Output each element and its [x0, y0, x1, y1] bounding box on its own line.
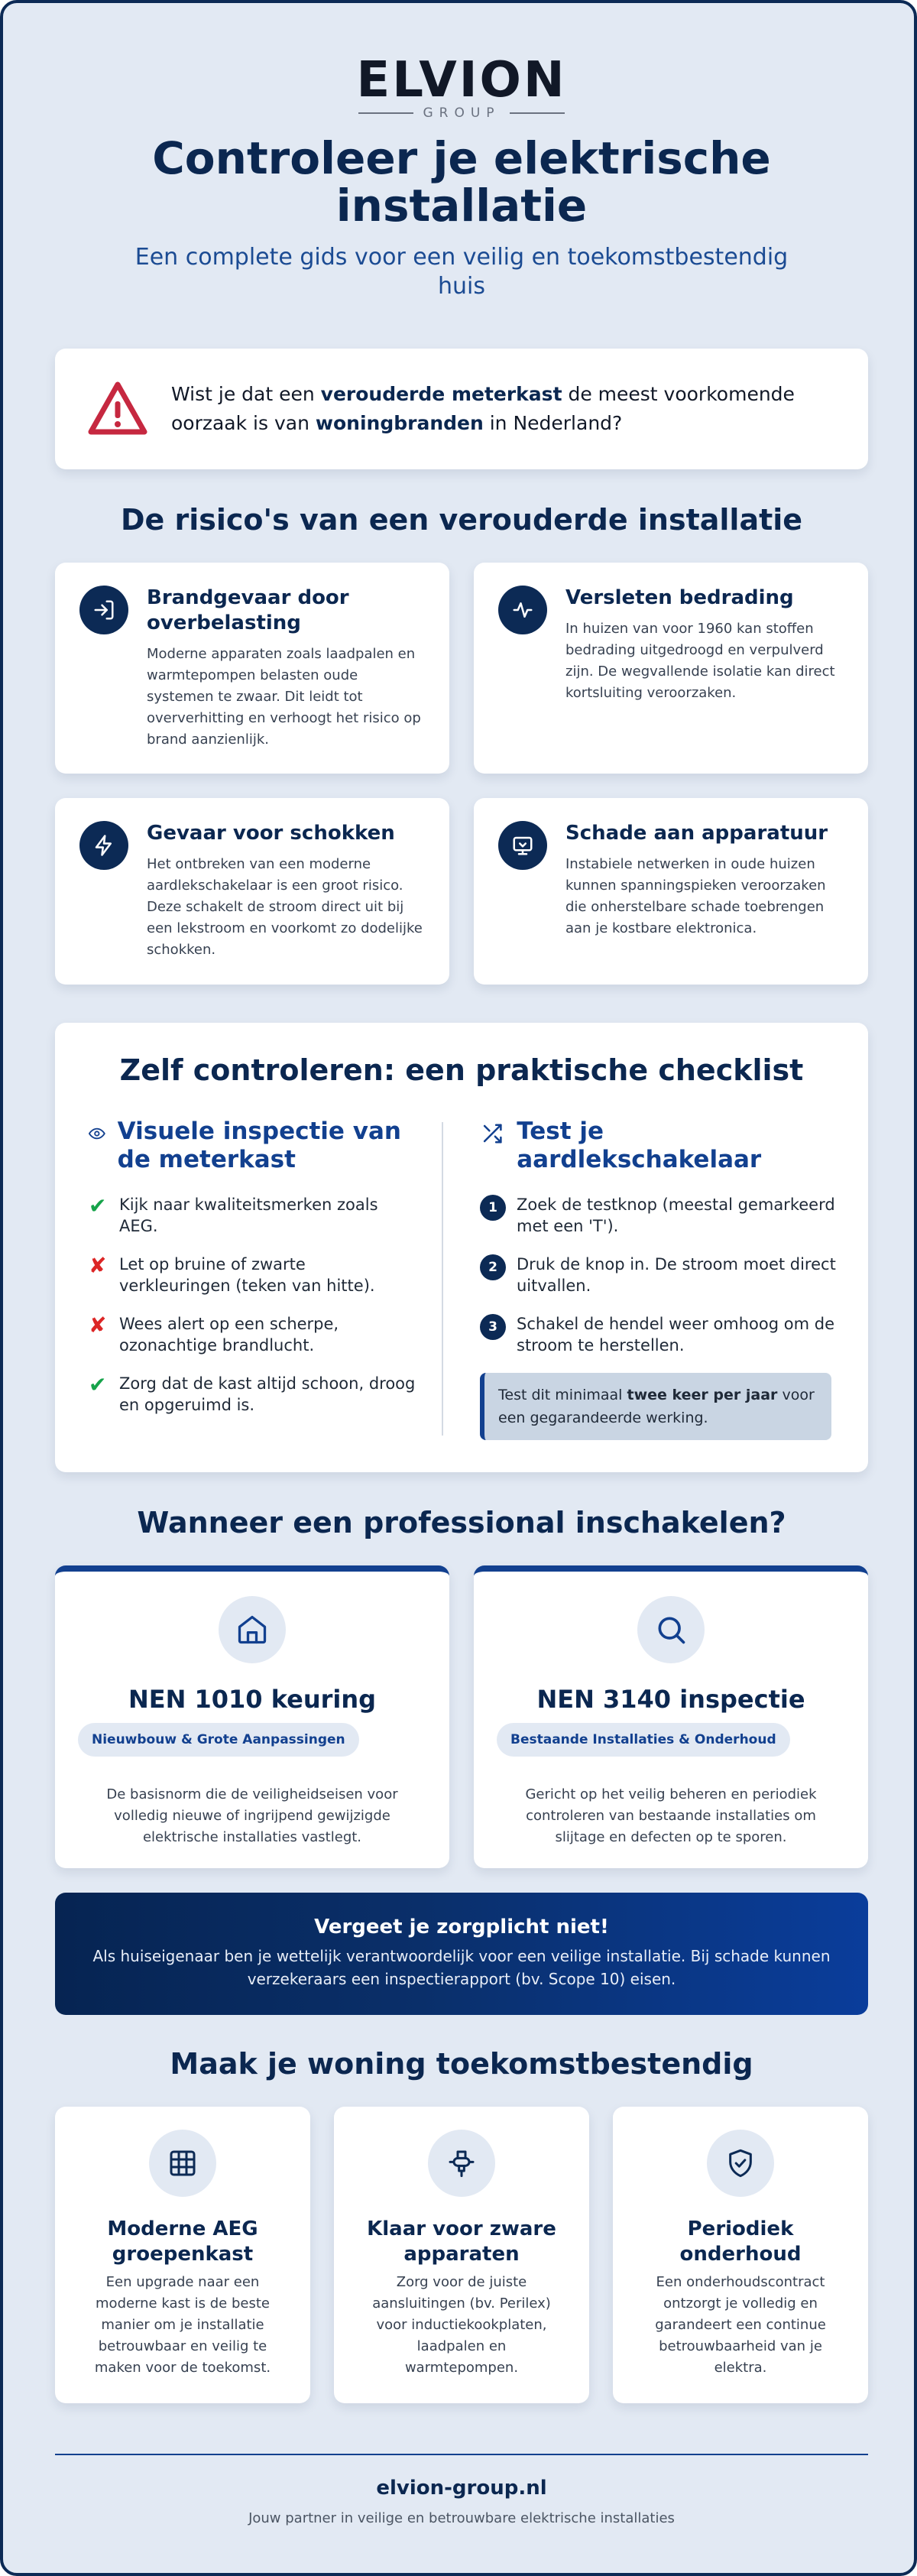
alert-text	[171, 380, 838, 438]
pro-card-title: NEN 1010 keuring	[128, 1685, 377, 1714]
check-item-text: Let op bruine of zwarte verkleuringen (teken van hitte).	[119, 1255, 375, 1295]
shuffle-icon	[480, 1122, 504, 1145]
future-card-title: Moderne AEG groepenkast	[107, 2218, 258, 2266]
step-number: 2	[480, 1254, 506, 1280]
pro-section-title: Wanneer een professional inschakelen?	[137, 1506, 786, 1539]
banner-text: Als huiseigenaar ben je wettelijk verantwoordelijk voor een veilige installatie. Bij schade kunnen verzekeraars een inspectierapport (bv. Scope 10) eisen.	[92, 1947, 831, 1988]
risk-text: Het ontbreken van een moderne aardlekschakelaar is een groot risico. Deze schakelt de stroom direct uit bij een lekstroom en voorkomt zo dodelijke schokken.	[147, 856, 423, 958]
footer-tagline: Jouw partner in veilige en betrouwbare elektrische installaties	[248, 2510, 675, 2526]
check-item	[89, 1194, 417, 1237]
logo-word: ELVION	[356, 52, 567, 109]
pro-card-text: De basisnorm die de veiligheidseisen voor volledig nieuwe of ingrijpend gewijzigde elektrische installaties vastlegt.	[106, 1786, 398, 1845]
pro-card-badge: Bestaande Installaties & Onderhoud	[497, 1723, 790, 1757]
visual-inspection-header	[89, 1118, 417, 1174]
tip-text-part: Test dit minimaal	[498, 1387, 627, 1403]
cross-mark-icon: ✘	[89, 1253, 107, 1278]
alert-highlight-woningbranden: woningbranden	[315, 412, 484, 434]
step-text: Zoek de testknop (meestal gemarkeerd met een 'T').	[517, 1196, 835, 1235]
plug-icon	[428, 2130, 495, 2197]
test-step	[480, 1194, 839, 1237]
check-mark-icon: ✔	[89, 1193, 107, 1218]
risk-title: Brandgevaar door overbelasting	[147, 586, 349, 634]
logo-rule-left	[358, 112, 413, 114]
pro-card-title: NEN 3140 inspectie	[536, 1685, 805, 1714]
future-section-title: Maak je woning toekomstbestendig	[170, 2047, 753, 2081]
pulse-icon	[498, 586, 547, 634]
test-step	[480, 1254, 839, 1296]
future-card-groepenkast	[55, 2107, 310, 2403]
lightning-icon	[79, 821, 128, 870]
monitor-icon	[498, 821, 547, 870]
risk-card-schokken	[55, 798, 449, 985]
grid-icon	[149, 2130, 216, 2197]
check-item-text: Zorg dat de kast altijd schoon, droog en opgeruimd is.	[119, 1374, 416, 1414]
logo-group-text: GROUP	[423, 105, 501, 121]
check-item	[89, 1254, 417, 1296]
risk-card-bedrading	[474, 563, 868, 774]
pro-card-nen1010	[55, 1565, 449, 1868]
warning-triangle-icon	[86, 377, 150, 441]
risk-title: Versleten bedrading	[565, 586, 794, 609]
risk-text: In huizen van voor 1960 kan stoffen bedrading uitgedroogd en verpulverd zijn. De wegvallende isolatie kan direct kortsluiting veroorzaken.	[565, 621, 835, 701]
elvion-logo	[348, 54, 575, 121]
eye-icon	[89, 1122, 105, 1145]
alert-text-part: de meest voorkomende oorzaak is van	[171, 383, 795, 434]
checklist-title: Zelf controleren: een praktische checklist	[119, 1053, 804, 1087]
check-item	[89, 1373, 417, 1416]
future-card-text: Zorg voor de juiste aansluitingen (bv. Perilex) voor inductiekookplaten, laadpalen en warmtepompen.	[372, 2274, 551, 2376]
visual-inspection-title: Visuele inspectie van de meterkast	[117, 1118, 401, 1173]
check-mark-icon: ✔	[89, 1372, 107, 1397]
future-card-onderhoud	[613, 2107, 868, 2403]
alert-card	[55, 349, 868, 469]
future-card-title: Periodiek onderhoud	[679, 2218, 802, 2266]
check-item	[89, 1313, 417, 1356]
check-item-text: Kijk naar kwaliteitsmerken zoals AEG.	[119, 1196, 378, 1235]
rcd-test-title: Test je aardlekschakelaar	[517, 1118, 762, 1173]
footer-divider	[55, 2454, 868, 2455]
risk-title: Gevaar voor schokken	[147, 822, 395, 845]
test-step	[480, 1313, 839, 1356]
risks-section-title: De risico's van een verouderde installatie	[120, 503, 803, 537]
footer-website-link[interactable]: elvion-group.nl	[376, 2477, 547, 2500]
checklist-divider	[442, 1122, 443, 1436]
pro-card-badge: Nieuwbouw & Grote Aanpassingen	[78, 1723, 359, 1757]
check-item-text: Wees alert op een scherpe, ozonachtige brandlucht.	[119, 1315, 339, 1355]
banner-title: Vergeet je zorgplicht niet!	[314, 1916, 609, 1938]
alert-text-part: Wist je dat een	[171, 383, 321, 405]
risk-title: Schade aan apparatuur	[565, 822, 828, 845]
pro-card-nen3140	[474, 1565, 868, 1868]
test-tip-box	[480, 1373, 831, 1440]
tip-highlight: twee keer per jaar	[627, 1387, 778, 1403]
pro-card-text: Gericht op het veilig beheren en periodiek controleren van bestaande installaties om slijtage en defecten op te sporen.	[525, 1786, 817, 1845]
future-card-text: Een upgrade naar een moderne kast is de beste manier om je installatie betrouwbaar en veilig te maken voor de toekomst.	[94, 2274, 271, 2376]
step-text: Schakel de hendel weer omhoog om de stroom te herstellen.	[517, 1315, 834, 1355]
risk-card-brandgevaar	[55, 563, 449, 774]
future-card-title: Klaar voor zware apparaten	[367, 2218, 556, 2266]
visual-inspection-column	[89, 1118, 417, 1432]
home-icon	[219, 1596, 286, 1663]
logo-rule-right	[510, 112, 565, 114]
zorgplicht-banner	[55, 1893, 868, 2015]
future-card-text: Een onderhoudscontract ontzorgt je volledig en garandeert een continue betrouwbaarheid van je elektra.	[655, 2274, 826, 2376]
risk-text: Instabiele netwerken in oude huizen kunnen spanningspieken veroorzaken die onherstelbare schade toebrengen aan je kostbare elektronica.	[565, 856, 826, 936]
risk-card-apparatuur	[474, 798, 868, 985]
rcd-test-header	[480, 1118, 839, 1174]
page-title: Controleer je elektrische installatie	[152, 132, 771, 232]
exit-icon	[79, 586, 128, 634]
cross-mark-icon: ✘	[89, 1312, 107, 1338]
alert-highlight-meterkast: verouderde meterkast	[320, 383, 562, 405]
rcd-test-column	[480, 1118, 839, 1440]
checklist-card	[55, 1023, 868, 1472]
alert-text-part: in Nederland?	[483, 412, 623, 434]
tip-text-part: voor een gegarandeerde werking.	[498, 1387, 815, 1426]
search-icon	[637, 1596, 705, 1663]
step-text: Druk de knop in. De stroom moet direct uitvallen.	[517, 1255, 836, 1295]
page-subtitle: Een complete gids voor een veilig en toekomstbestendig huis	[134, 244, 789, 300]
step-number: 1	[480, 1195, 506, 1221]
shield-check-icon	[707, 2130, 774, 2197]
risk-text: Moderne apparaten zoals laadpalen en warmtepompen belasten oude systemen te zwaar. Dit leidt tot oververhitting en verhoogt het risico op brand aanzienlijk.	[147, 646, 421, 748]
step-number: 3	[480, 1314, 506, 1340]
future-card-apparaten	[334, 2107, 589, 2403]
